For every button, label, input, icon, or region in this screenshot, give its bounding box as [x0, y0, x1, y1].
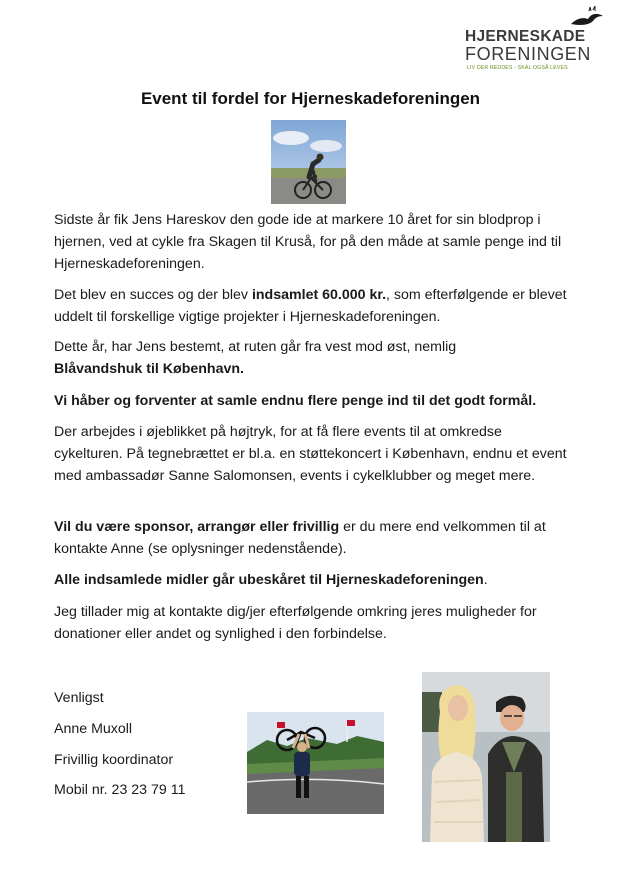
- bird-logo-icon: [569, 6, 605, 28]
- emphasis-funds: Alle indsamlede midler går ubeskåret til Hjerneskadeforeningen: [54, 572, 484, 588]
- cyclist-lifting-bike-photo: [247, 712, 384, 814]
- text-span: , som efterfølgende er blevet uddelt til forskellige vigtige projekter i Hjerneskadeforeningen.: [54, 287, 567, 325]
- logo-text-line1: HJERNESKADE: [465, 28, 586, 45]
- paragraph-contact: Jeg tillader mig at kontakte dig/jer efterfølgende omkring jeres muligheder for donationer eller andet og synlighed i den forbindelse.: [54, 604, 537, 642]
- text-span: .: [483, 572, 488, 588]
- organization-logo: [465, 6, 610, 72]
- text-span: er du mere end velkommen til at kontakte Anne (se oplysninger nedenstående).: [54, 519, 546, 557]
- cyclist-photo: [271, 120, 346, 204]
- paragraph-funds: [54, 569, 574, 591]
- signature-role: Frivillig koordinator: [54, 752, 174, 768]
- signature-greeting: Venligst: [54, 690, 104, 706]
- paragraph-sponsor: [54, 516, 574, 560]
- logo-text-line2: FORENINGEN: [465, 44, 592, 64]
- paragraph-intro: Sidste år fik Jens Hareskov den gode ide at markere 10 året for sin blodprop i hjernen, ved at cykle fra Skagen til Kruså, for på den måde at samle penge ind til Hjerneskadeforeningen.: [54, 212, 562, 272]
- paragraph-route: [54, 336, 574, 380]
- couple-photo: [422, 672, 550, 842]
- text-span: Det blev en succes og der blev: [54, 287, 252, 303]
- page-title: Event til fordel for Hjerneskadeforeningen: [140, 89, 481, 108]
- emphasis-sponsor: Vil du være sponsor, arrangør eller frivillig: [54, 519, 340, 535]
- signature-name: Anne Muxoll: [54, 721, 133, 737]
- paragraph-events: Der arbejdes i øjeblikket på højtryk, for at få flere events til at omkredse cykelturen. På tegnebrættet er bl.a. en støttekoncert i København, endnu et event med ambassadør Sanne Salomonsen, events i cykelklubber og meget mere.: [54, 424, 567, 484]
- emphasis-amount: indsamlet 60.000 kr.: [251, 287, 387, 303]
- signature-phone: Mobil nr. 23 23 79 11: [54, 782, 186, 798]
- paragraph-success: [54, 284, 574, 328]
- logo-tagline: LIV DER REDDES - SKAL OGSÅ LEVES: [467, 65, 568, 71]
- text-span: Dette år, har Jens bestemt, at ruten går fra vest mod øst, nemlig: [54, 339, 457, 355]
- paragraph-hope: Vi håber og forventer at samle endnu flere penge ind til det godt formål.: [54, 393, 537, 409]
- emphasis-route: Blåvandshuk til København.: [54, 361, 244, 377]
